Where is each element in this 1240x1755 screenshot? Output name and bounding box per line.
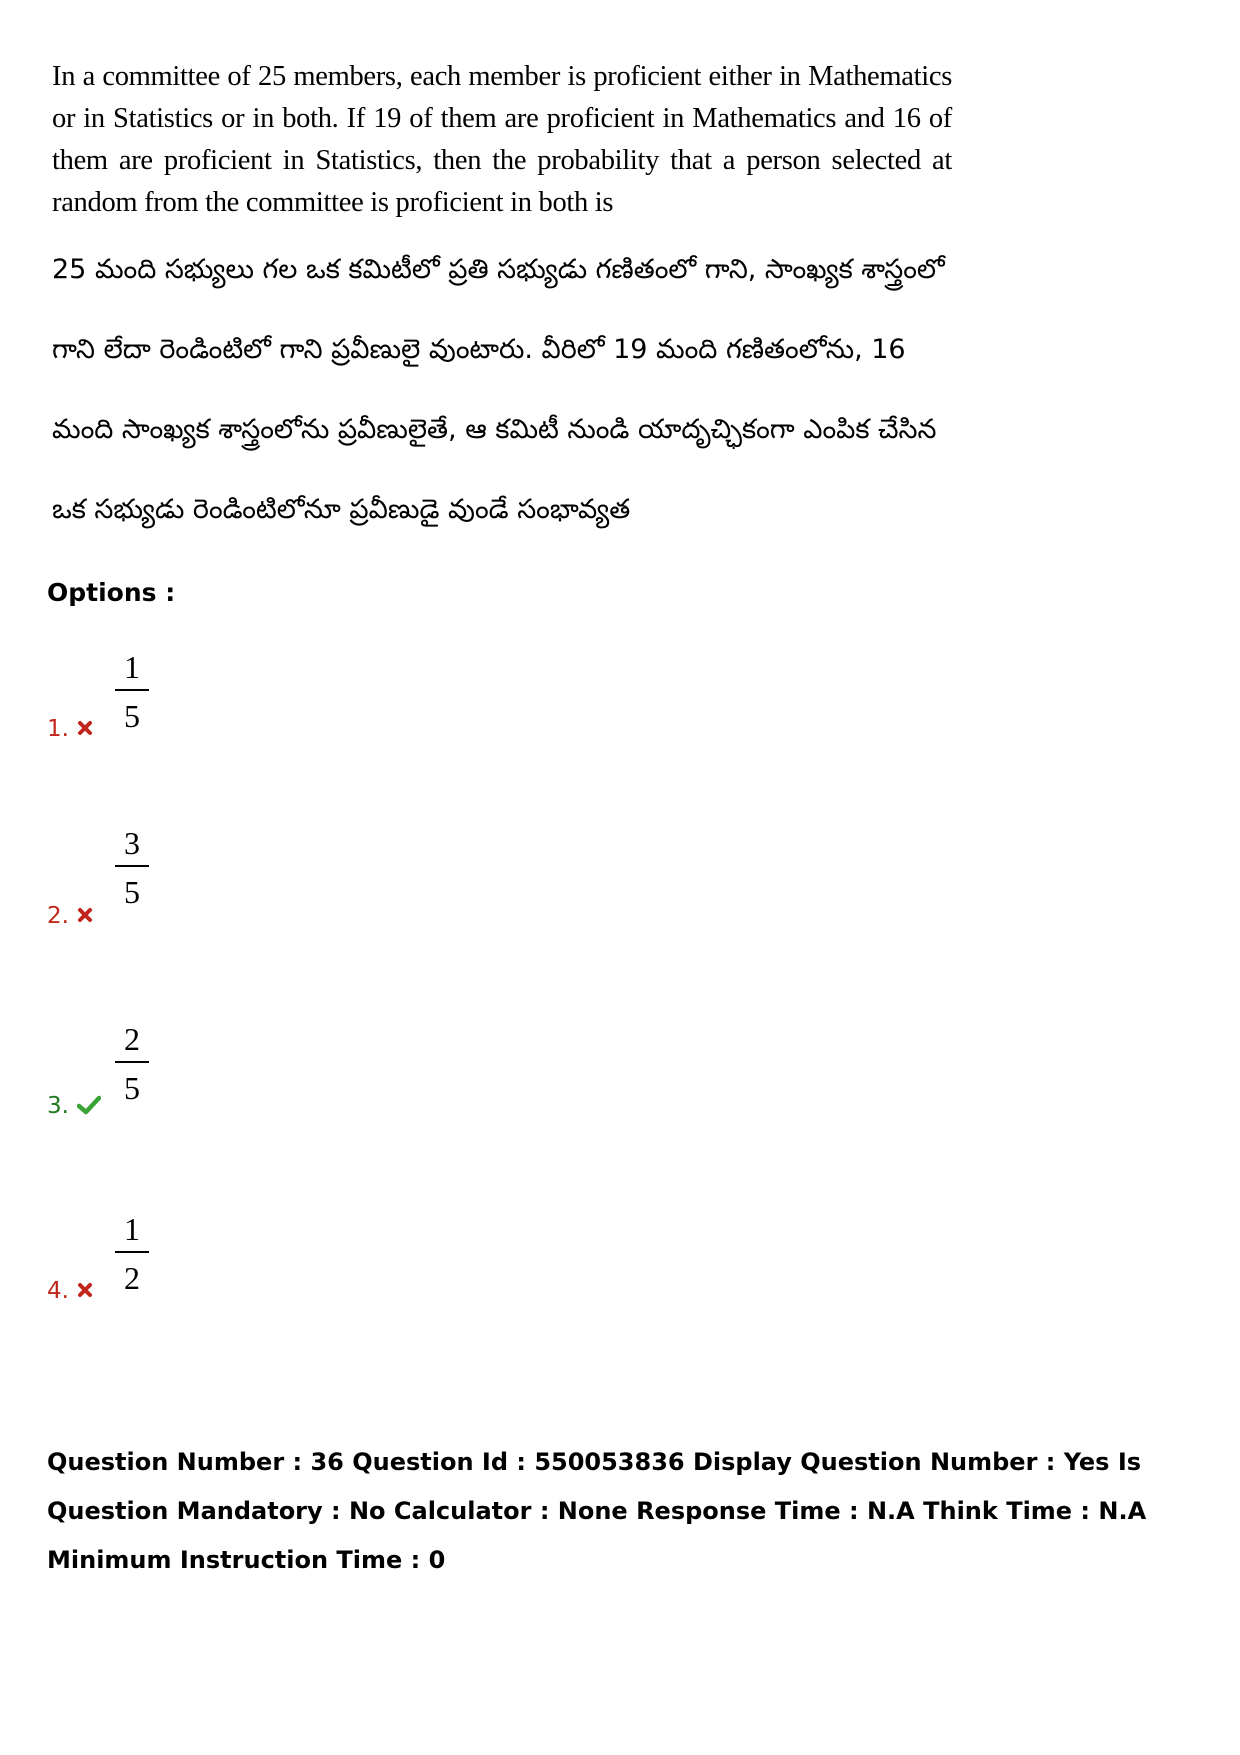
question-english: In a committee of 25 members, each member is proficient either in Mathematics or in Statistics or in both. If 19 of them are proficient in Mathematics and 16 of them are proficient in Statistics, then the probability that a person selected at random from the committee is proficient in both is bbox=[52, 61, 952, 218]
question-telugu: 25 మంది సభ్యులు గల ఒక కమిటీలో ప్రతి సభ్యుడు గణితంలో గాని, సాంఖ్యక శాస్త్రంలో గాని లేదా రెండింటిలో గాని ప్రవీణులై వుంటారు. వీరిలో 19 మంది గణితంలోను, 16 మంది సాంఖ్యక శాస్త్రంలోను ప్రవీణులైతే, ఆ కమిటీ నుండి యాదృచ్ఛికంగా ఎంపిక చేసిన ఒక సభ్యుడు రెండింటిలోనూ ప్రవీణుడై వుండే సంభావ్యత bbox=[52, 254, 945, 525]
fraction-bar bbox=[115, 689, 149, 691]
cross-icon bbox=[77, 907, 93, 928]
fraction-bar bbox=[115, 1251, 149, 1253]
fraction-denominator: 5 bbox=[124, 698, 140, 734]
fraction-denominator: 5 bbox=[124, 1070, 140, 1106]
option-number: 2. bbox=[47, 903, 69, 929]
cross-icon bbox=[77, 720, 93, 741]
option-number: 4. bbox=[47, 1278, 69, 1304]
option-number: 1. bbox=[47, 716, 69, 742]
fraction-numerator: 3 bbox=[124, 825, 140, 861]
check-icon bbox=[77, 1095, 101, 1120]
fraction-numerator: 1 bbox=[124, 1211, 140, 1247]
fraction-denominator: 2 bbox=[124, 1260, 140, 1296]
fraction-bar bbox=[115, 865, 149, 867]
option-fraction bbox=[115, 826, 149, 909]
options-heading: Options : bbox=[47, 578, 176, 607]
option-fraction bbox=[115, 1022, 149, 1105]
fraction-denominator: 5 bbox=[124, 874, 140, 910]
option-number: 3. bbox=[47, 1093, 69, 1119]
fraction-numerator: 2 bbox=[124, 1021, 140, 1057]
question-text-block bbox=[52, 56, 952, 550]
option-fraction bbox=[115, 650, 149, 733]
fraction-bar bbox=[115, 1061, 149, 1063]
option-fraction bbox=[115, 1212, 149, 1295]
fraction-numerator: 1 bbox=[124, 649, 140, 685]
cross-icon bbox=[77, 1282, 93, 1303]
question-metadata: Question Number : 36 Question Id : 550053836 Display Question Number : Yes Is Question Mandatory : No Calculator : None Response Time : N.A Think Time : N.A Minimum Instruction Time : 0 bbox=[47, 1448, 1147, 1574]
